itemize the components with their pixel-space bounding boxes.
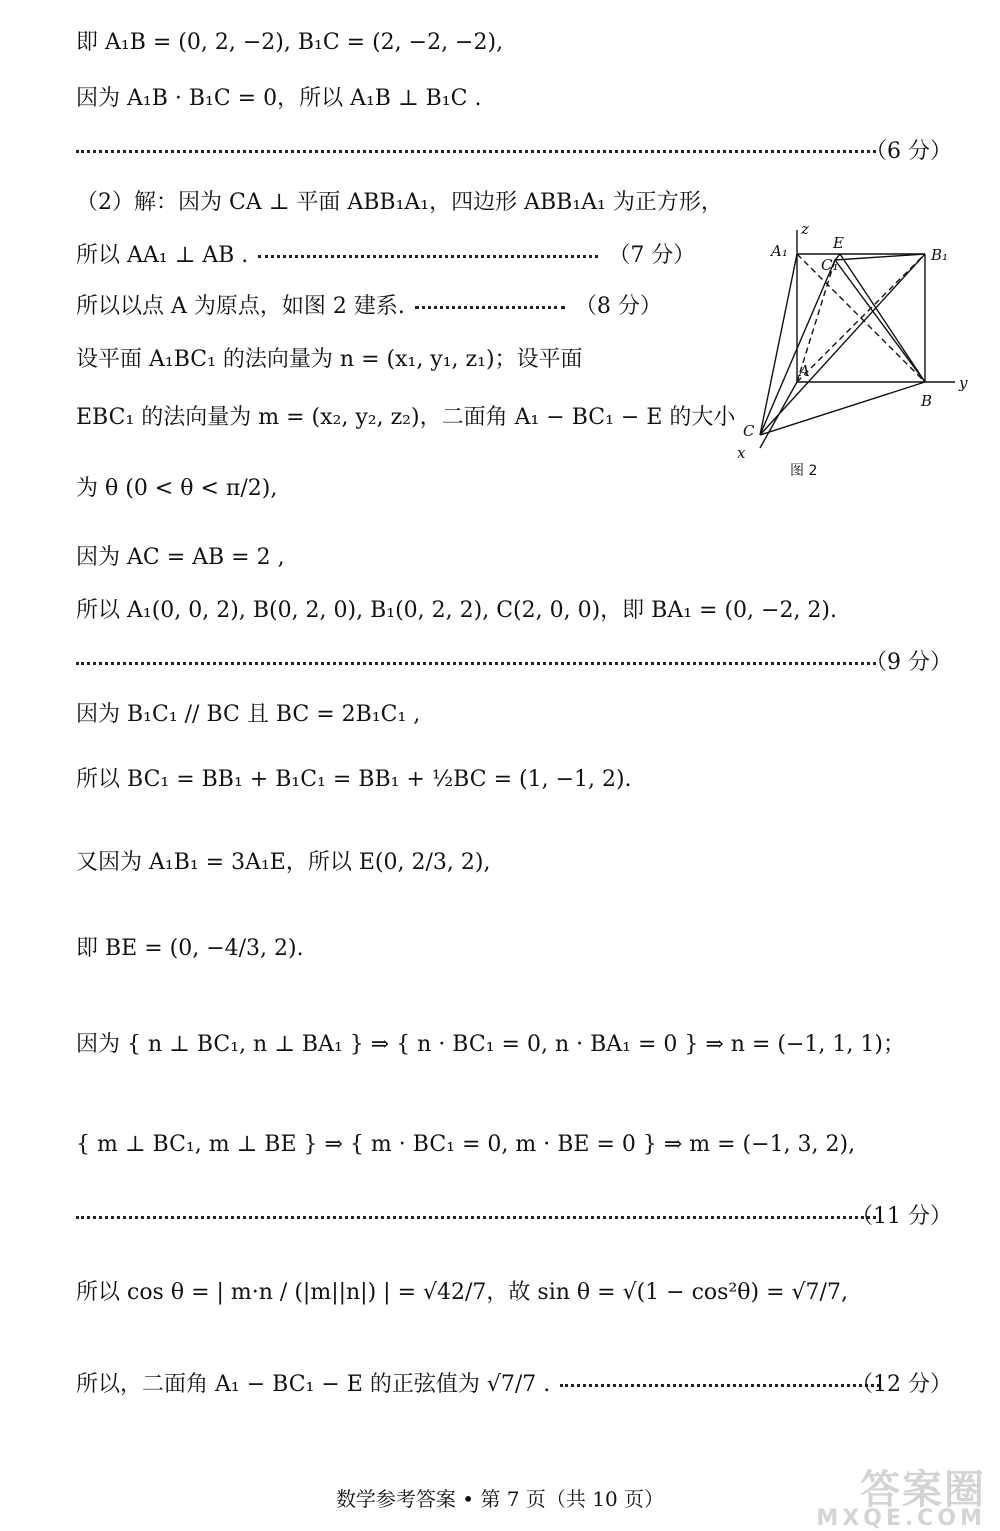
label-z: z [801,220,809,238]
line-9: 因为 AC = AB = 2 , [76,545,285,570]
score-12: （12 分） [851,1372,952,1397]
line-6: 设平面 A₁BC₁ 的法向量为 n = (x₁, y₁, z₁)；设平面 [76,347,583,372]
watermark-logo: 答案圈 [860,1467,986,1513]
figure-caption: 图 2 [790,463,818,479]
line-13: 又因为 A₁B₁ = 3A₁E，所以 E(0, 2/3, 2), [76,850,491,875]
label-b1: B₁ [931,246,949,264]
line-17: 所以 cos θ = | m·n / (|m||n|) | = √42/7，故 sin θ = √(1 − cos²θ) = √7/7, [76,1280,848,1305]
label-a: A [799,362,810,380]
score-leader-11 [76,1216,876,1219]
line-7: EBC₁ 的法向量为 m = (x₂, y₂, z₂)，二面角 A₁ − BC₁ − E 的大小 [76,405,736,430]
line-18 [76,1370,890,1400]
label-e: E [833,234,844,252]
score-11: （11 分） [851,1204,952,1229]
label-x: x [737,444,746,462]
score-leader-9 [76,662,876,665]
score-7: （7 分） [608,243,696,268]
page-footer: 数学参考答案 • 第 7 页（共 10 页） [335,1487,665,1511]
line-8: 为 θ (0 < θ < π/2), [76,476,278,501]
label-y: y [959,374,968,392]
label-b: B [921,392,933,410]
line-15: 因为 { n ⊥ BC₁, n ⊥ BA₁ } ⇒ { n · BC₁ = 0, n · BA₁ = 0 } ⇒ n = (−1, 1, 1)； [76,1032,905,1057]
label-c: C [743,422,755,440]
line-14: 即 BE = (0, −4/3, 2). [76,936,304,961]
score-leader-12 [560,1384,880,1387]
coordinate-figure [735,220,975,490]
edge-c-a1 [760,254,797,435]
line-16: { m ⊥ BC₁, m ⊥ BE } ⇒ { m · BC₁ = 0, m · BE = 0 } ⇒ m = (−1, 3, 2), [76,1132,856,1157]
label-c1: C₁ [821,256,839,274]
edge-e-b [840,254,925,382]
line-18-text: 所以，二面角 A₁ − BC₁ − E 的正弦值为 √7/7 . [76,1372,551,1397]
label-a1: A₁ [771,242,788,260]
edge-c1-b1 [835,254,925,260]
line-5 [76,292,662,322]
line-2: 因为 A₁B · B₁C = 0，所以 A₁B ⊥ B₁C . [76,86,482,111]
line-4 [76,241,695,271]
edge-c1-b [835,260,925,382]
score-6: （6 分） [865,139,952,164]
score-8: （8 分） [574,294,662,319]
score-leader-8 [415,306,565,309]
score-leader-6 [76,150,876,153]
line-1: 即 A₁B = (0, 2, −2), B₁C = (2, −2, −2), [76,30,504,55]
score-leader-7 [258,255,598,258]
line-5-text: 所以以点 A 为原点，如图 2 建系. [76,294,405,319]
line-10: 所以 A₁(0, 0, 2), B(0, 2, 0), B₁(0, 2, 2), C(2, 0, 0)，即 BA₁ = (0, −2, 2). [76,598,838,623]
watermark-url: MXQE.COM [816,1506,986,1531]
line-11: 因为 B₁C₁ // BC 且 BC = 2B₁C₁ , [76,702,421,727]
line-3: （2）解：因为 CA ⊥ 平面 ABB₁A₁，四边形 ABB₁A₁ 为正方形， [76,190,723,215]
score-9: （9 分） [865,650,952,675]
line-12: 所以 BC₁ = BB₁ + B₁C₁ = BB₁ + ½BC = (1, −1, 2). [76,767,632,792]
line-4-text: 所以 AA₁ ⊥ AB . [76,243,249,268]
